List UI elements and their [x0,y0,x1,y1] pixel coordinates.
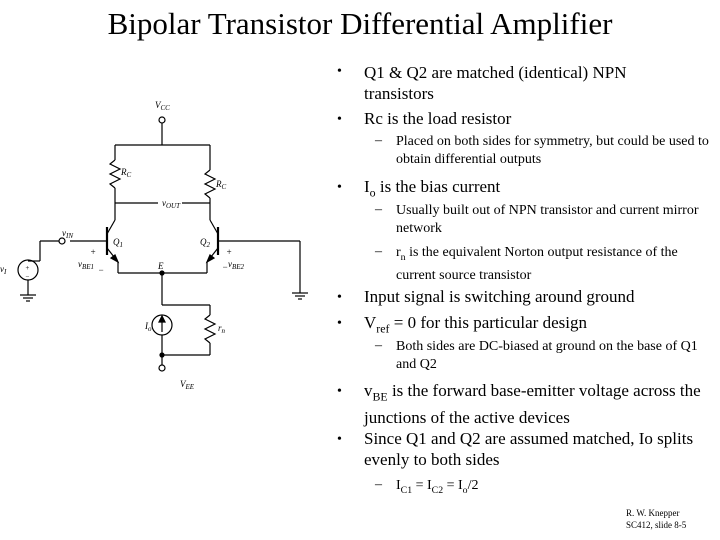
svg-text:vIN: $v_{IN}$ [62,228,73,240]
svg-text:vOUT: $v_{OUT}$ [162,198,181,210]
rc-left-resistor [110,160,120,188]
svg-text:RC: $R_C$ [121,167,132,179]
bullet-bias-current: $I_o$ is the bias current [364,177,501,200]
svg-text:+: + [90,247,97,257]
bullet-vbe: $v_{BE}$ is the forward base-emitter voltage across the junctions of the active devices [364,381,701,428]
bullet-load-resistor: Rc is the load resistor [364,109,512,128]
bullet-vref: $V_{ref} = 0$ for this particular design [364,313,587,336]
bullet-dot: • [337,112,342,127]
slide-title: Bipolar Transistor Differential Amplifier [107,6,613,41]
svg-text:vI: $v_I$ [0,264,7,276]
bullet-dot: • [337,290,342,305]
rc-right-resistor [205,170,215,198]
vcc-label: V [155,100,161,110]
svg-text:Q2: $Q_2$ [200,237,210,249]
circuit-diagram [0,95,320,405]
bullet-split-current: Since Q1 and Q2 are assumed matched, Io splits evenly to both sides [364,429,694,469]
slide-footer [626,507,686,531]
svg-text:+: + [25,264,30,272]
subbullet-symmetry: Placed on both sides for symmetry, but could be used to obtain differential outputs [396,134,709,167]
svg-text:rn: $r_n$ [218,323,226,335]
author: R. W. Knepper [626,508,680,518]
subbullet-norton-resistance: $r_n$ is the equivalent Norton output resistance of the current source transistor [396,245,678,283]
svg-text:VEE: $V_{EE}$ [180,379,195,391]
bullet-dot: • [337,316,342,331]
svg-text:Q1: $Q_1$ [113,237,123,249]
bullet-dot: • [337,64,342,79]
svg-text:RC: $R_C$ [216,179,227,191]
svg-text:VCC: $V_{CC}$ [155,100,170,112]
bullet-dot: • [337,180,342,195]
svg-text:+: + [226,247,233,257]
bullet-matched-transistors: Q1 & Q2 are matched (identical) NPN transistors [364,63,627,103]
svg-text:vBE2: $v_{BE2}$ [228,259,245,271]
vee-terminal [159,365,165,371]
subbullet-dc-biased: Both sides are DC-biased at ground on the base of Q1 and Q2 [396,339,698,372]
svg-text:−: − [222,262,229,272]
svg-text:E: E [158,261,164,271]
vcc-terminal [159,117,165,123]
bullet-dot: • [337,432,342,447]
svg-text:vBE1: $v_{BE1}$ [78,259,95,271]
bullet-dot: • [337,384,342,399]
subbullet-collector-currents: $I_{C1} = I_{C2} = I_o/2$ [396,478,479,496]
bullet-input-signal: Input signal is switching around ground [364,287,635,306]
svg-text:−: − [98,265,105,275]
rn-resistor [205,315,215,343]
slide-number: SC412, slide 8-5 [626,520,687,530]
svg-text:−: − [25,273,30,281]
subbullet-current-mirror: Usually built out of NPN transistor and current mirror network [396,203,699,236]
svg-text:Io: $I_o$ [145,321,152,333]
